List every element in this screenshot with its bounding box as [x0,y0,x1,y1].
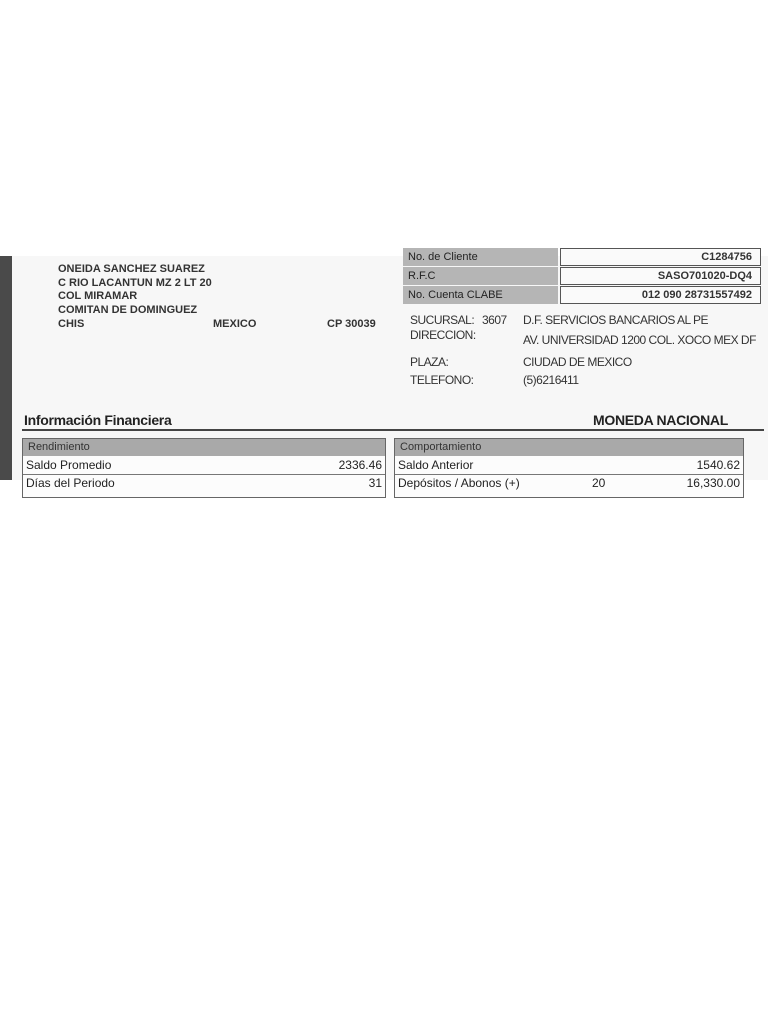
saldo-anterior-value: 1540.62 [696,458,740,472]
client-number-row [403,248,761,266]
currency-label: MONEDA NACIONAL [593,412,728,428]
bank-statement-fragment [0,251,768,490]
customer-colony: COL MIRAMAR [58,290,138,302]
depositos-row [395,475,743,492]
saldo-promedio-value: 2336.46 [338,458,382,472]
customer-country: MEXICO [213,318,257,330]
clabe-row [403,286,761,304]
rfc-row [403,267,761,285]
clabe-label: No. Cuenta CLABE [403,286,558,304]
sucursal-label: SUCURSAL: [410,313,475,327]
client-number-label: No. de Cliente [403,248,558,266]
client-number-value: C1284756 [560,248,761,266]
direccion-label: DIRECCION: [410,328,476,342]
rfc-value: SASO701020-DQ4 [560,267,761,285]
comportamiento-header: Comportamiento [395,439,743,456]
dias-periodo-row [23,475,385,492]
clabe-value: 012 090 28731557492 [560,286,761,304]
plaza-label: PLAZA: [410,355,449,369]
direccion-value: AV. UNIVERSIDAD 1200 COL. XOCO MEX DF [523,333,756,347]
rendimiento-header: Rendimiento [23,439,385,456]
telefono-label: TELEFONO: [410,373,474,387]
dias-periodo-value: 31 [368,476,382,490]
saldo-anterior-row [395,457,743,475]
sucursal-number: 3607 [482,313,507,327]
depositos-count: 20 [592,476,606,490]
customer-name: ONEIDA SANCHEZ SUAREZ [58,263,205,275]
saldo-promedio-row [23,457,385,475]
rfc-label: R.F.C [403,267,558,285]
comportamiento-panel [394,438,744,498]
sucursal-name: D.F. SERVICIOS BANCARIOS AL PE [523,313,709,327]
customer-postal-code: CP 30039 [327,318,376,330]
plaza-value: CIUDAD DE MEXICO [523,355,632,369]
customer-city: COMITAN DE DOMINGUEZ [58,304,198,316]
rendimiento-panel [22,438,386,498]
financial-info-title: Información Financiera [24,412,172,428]
telefono-value: (5)6216411 [523,373,579,387]
depositos-label: Depósitos / Abonos (+) [398,476,520,490]
depositos-value: 16,330.00 [686,476,740,490]
left-edge-bar [0,256,12,480]
saldo-anterior-label: Saldo Anterior [398,458,474,472]
saldo-promedio-label: Saldo Promedio [26,458,112,472]
section-divider [22,429,764,431]
customer-street: C RIO LACANTUN MZ 2 LT 20 [58,277,212,289]
customer-state: CHIS [58,318,85,330]
dias-periodo-label: Días del Periodo [26,476,115,490]
